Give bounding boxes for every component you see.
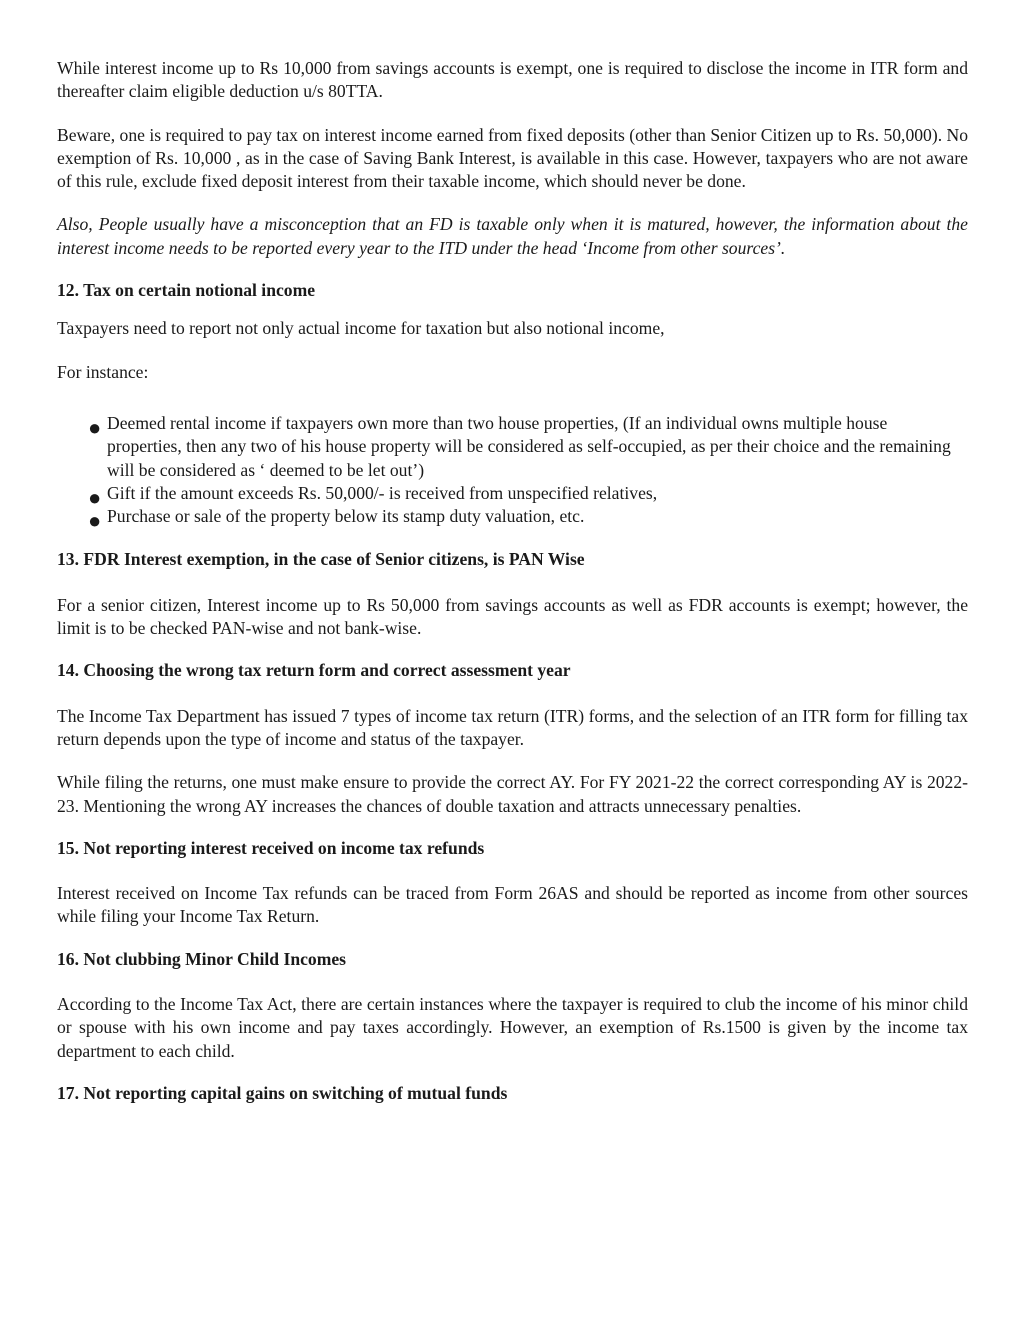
bullet-icon: ● [88,414,102,440]
list-item [88,412,968,482]
section-heading-15: 15. Not reporting interest received on income tax refunds [57,837,485,858]
section-13-paragraph: For a senior citizen, Interest income up to Rs 50,000 from savings accounts as well as FDR accounts is exempt; however, the limit is to be checked PAN-wise and not bank-wise. [57,594,968,639]
section-heading-12: 12. Tax on certain notional income [57,280,316,301]
section-heading-13: 13. FDR Interest exemption, in the case of Senior citizens, is PAN Wise [57,549,585,570]
list-item [88,505,968,534]
intro-paragraph-savings-interest: While interest income up to Rs 10,000 from savings accounts is exempt, one is required to disclose the income in ITR form and thereafter claim eligible deduction u/s 80TTA. [57,58,968,102]
bullet-icon: ● [88,484,102,510]
notional-income-list [57,412,968,534]
section-16-paragraph: According to the Income Tax Act, there are certain instances where the taxpayer is required to club the income of his minor child or spouse with his own income and pay taxes accordingly. However, an exemption of Rs.1500 is given by the income tax department to each child. [57,994,968,1061]
list-item-text: Purchase or sale of the property below its stamp duty valuation, etc. [107,506,585,527]
list-item-text: Gift if the amount exceeds Rs. 50,000/- is received from unspecified relatives, [107,482,658,503]
section-12-for-instance: For instance: [57,361,149,382]
section-heading-17: 17. Not reporting capital gains on switching of mutual funds [57,1082,508,1103]
bullet-icon: ● [88,508,102,534]
intro-paragraph-fd-interest: Beware, one is required to pay tax on interest income earned from fixed deposits (other than Senior Citizen up to Rs. 50,000). No exemption of Rs. 10,000 , as in the case of Saving Bank Interest, is available in this case. However, taxpayers who are not aware of this rule, exclude fixed deposit interest from their taxable income, which should never be done. [57,124,968,192]
section-heading-16: 16. Not clubbing Minor Child Incomes [57,948,347,969]
list-item-text: Deemed rental income if taxpayers own more than two house properties, (If an individual owns multiple house properties, then any two of his house property will be considered as self-occupied, as per their choice and the remaining will be considered as ‘ deemed to be let out’) [107,412,951,480]
section-14-paragraph-itr-forms: The Income Tax Department has issued 7 types of income tax return (ITR) forms, and the selection of an ITR form for filling tax return depends upon the type of income and status of the taxpayer. [57,705,968,749]
section-15-paragraph: Interest received on Income Tax refunds can be traced from Form 26AS and should be reported as income from other sources while filing your Income Tax Return. [57,883,968,927]
section-heading-14: 14. Choosing the wrong tax return form and correct assessment year [57,660,571,681]
list-item [88,482,968,510]
section-14-paragraph-assessment-year: While filing the returns, one must make ensure to provide the correct AY. For FY 2021-22 the correct corresponding AY is 2022-23. Mentioning the wrong AY increases the chances of double taxation and attracts unnecessary penalties. [57,772,968,816]
document-page [57,57,968,1105]
section-12-paragraph: Taxpayers need to report not only actual income for taxation but also notional income, [57,318,665,339]
intro-paragraph-fd-misconception: Also, People usually have a misconception that an FD is taxable only when it is matured, however, the information about the interest income needs to be reported every year to the ITD under the head ‘Income from other sources’. [57,214,968,258]
